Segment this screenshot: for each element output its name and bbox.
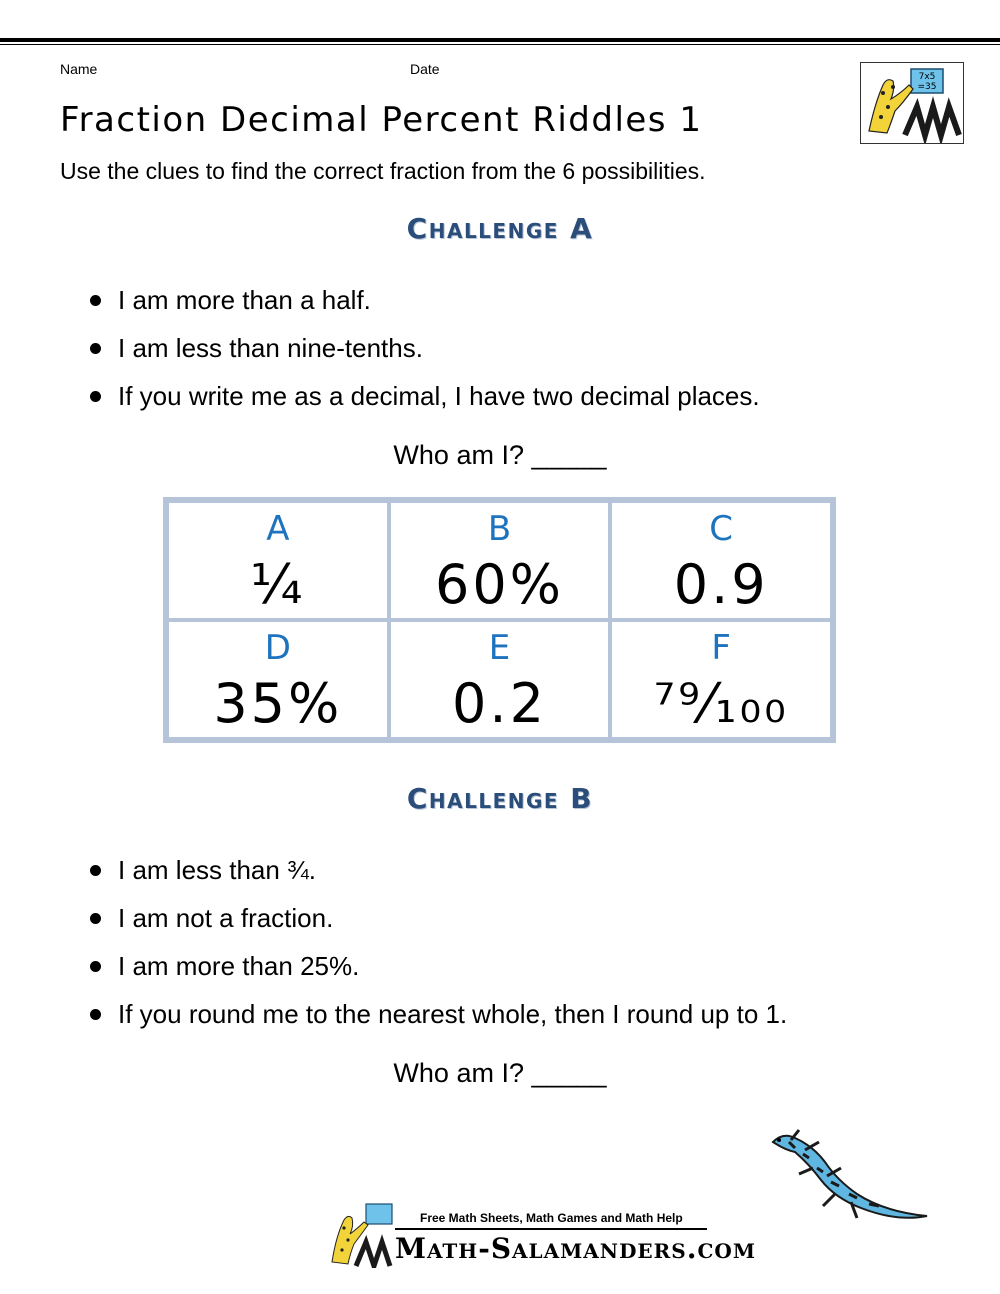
option-letter: C [709, 509, 734, 549]
salamander-logo [860, 62, 964, 144]
option-value: 0.9 [673, 553, 769, 616]
option-cell-d [167, 620, 389, 739]
options-grid [163, 497, 836, 743]
option-cell-b [389, 501, 611, 620]
challenge-b-prompt: Who am I? _____ [393, 1058, 607, 1088]
top-rule-thin [0, 44, 1000, 45]
svg-text:7x5: 7x5 [918, 72, 936, 82]
instructions: Use the clues to find the correct fraction from the 6 possibilities. [60, 158, 706, 184]
option-value: ¼ [250, 553, 306, 616]
clue-item: I am more than 25%. [90, 942, 787, 990]
option-letter: A [266, 509, 290, 549]
option-cell-c [610, 501, 832, 620]
top-rule [0, 38, 1000, 42]
clue-item: If you write me as a decimal, I have two decimal places. [90, 372, 760, 420]
footer-rule [395, 1228, 707, 1230]
challenge-a-heading: Challenge A [406, 212, 594, 245]
clue-item: I am more than a half. [90, 276, 760, 324]
salamander-icon [765, 1128, 935, 1228]
option-letter: B [487, 509, 512, 549]
option-value: 60% [434, 553, 564, 616]
option-value: 35% [213, 672, 343, 735]
challenge-b-heading: Challenge B [406, 782, 594, 815]
option-letter: F [711, 628, 731, 668]
footer-salamander-logo-icon [328, 1202, 398, 1268]
option-cell-e [389, 620, 611, 739]
option-value: 0.2 [452, 672, 547, 735]
clue-item: I am less than ¾. [90, 846, 787, 894]
challenge-a-clues [90, 276, 760, 420]
footer-tagline: Free Math Sheets, Math Games and Math Help [420, 1211, 683, 1225]
svg-text:=35: =35 [917, 82, 937, 92]
clue-item: I am not a fraction. [90, 894, 787, 942]
challenge-b-clues [90, 846, 787, 1038]
option-letter: E [488, 628, 511, 668]
page-title: Fraction Decimal Percent Riddles 1 [60, 100, 703, 140]
salamander-teacher-icon [861, 63, 963, 143]
clue-item: I am less than nine-tenths. [90, 324, 760, 372]
option-letter: D [264, 628, 291, 668]
option-value: ⁷⁹⁄₁₀₀ [653, 672, 789, 735]
challenge-a-prompt: Who am I? _____ [393, 440, 607, 470]
option-cell-a [167, 501, 389, 620]
name-label: Name [60, 61, 98, 77]
option-cell-f [610, 620, 832, 739]
footer-site-link[interactable]: Math-Salamanders.com [395, 1232, 756, 1265]
date-label: Date [410, 61, 440, 77]
clue-item: If you round me to the nearest whole, then I round up to 1. [90, 990, 787, 1038]
